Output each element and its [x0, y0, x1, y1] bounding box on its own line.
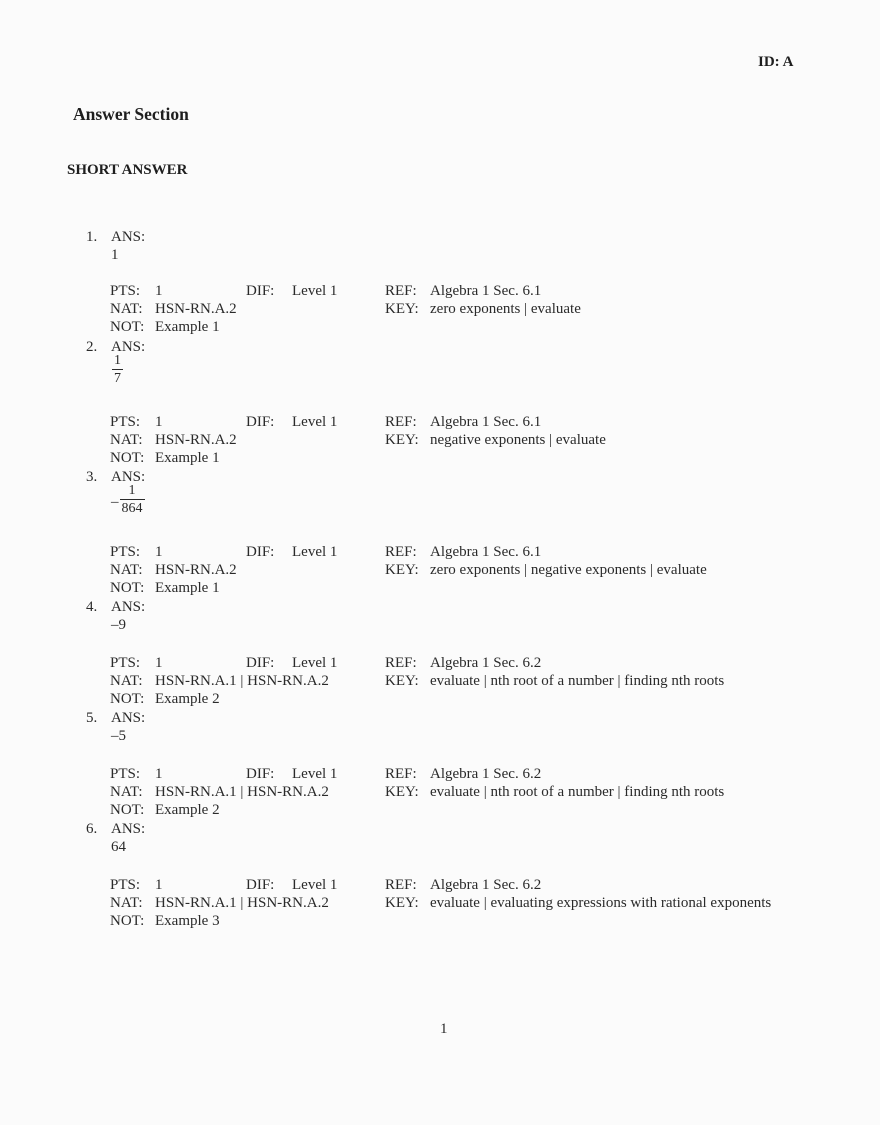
not-label: NOT: — [110, 319, 145, 335]
key-value: evaluate | nth root of a number | finding nth roots — [430, 673, 725, 689]
subsection-title: SHORT ANSWER — [67, 162, 188, 178]
nat-value: HSN-RN.A.2 — [155, 301, 237, 317]
nat-label: NAT: — [110, 301, 143, 317]
ref-label: REF: — [385, 283, 417, 299]
answer-fraction — [111, 483, 145, 517]
nat-value: HSN-RN.A.1 | HSN-RN.A.2 — [155, 673, 329, 689]
item-number: 5. — [86, 710, 98, 726]
pts-label: PTS: — [110, 655, 141, 671]
nat-label: NAT: — [110, 432, 143, 448]
ref-label: REF: — [385, 877, 417, 893]
ans-label: ANS: — [111, 599, 146, 615]
ref-value: Algebra 1 Sec. 6.2 — [430, 655, 542, 671]
item-number: 1. — [86, 229, 98, 245]
ans-label: ANS: — [111, 821, 146, 837]
ans-label: ANS: — [111, 229, 146, 245]
pts-value: 1 — [155, 766, 163, 782]
key-value: zero exponents | negative exponents | evaluate — [430, 562, 707, 578]
not-label: NOT: — [110, 580, 145, 596]
answer-value: –9 — [111, 617, 126, 633]
dif-label: DIF: — [246, 544, 275, 560]
nat-value: HSN-RN.A.1 | HSN-RN.A.2 — [155, 895, 329, 911]
not-value: Example 1 — [155, 580, 220, 596]
not-label: NOT: — [110, 691, 145, 707]
page-number: 1 — [440, 1021, 448, 1037]
nat-label: NAT: — [110, 562, 143, 578]
dif-value: Level 1 — [292, 283, 338, 299]
fraction-sign: – — [111, 494, 119, 510]
item-number: 4. — [86, 599, 98, 615]
item-number: 2. — [86, 339, 98, 355]
key-value: evaluate | evaluating expressions with rational exponents — [430, 895, 772, 911]
key-label: KEY: — [385, 895, 419, 911]
dif-label: DIF: — [246, 283, 275, 299]
ref-value: Algebra 1 Sec. 6.1 — [430, 544, 542, 560]
ref-value: Algebra 1 Sec. 6.2 — [430, 766, 542, 782]
ref-value: Algebra 1 Sec. 6.1 — [430, 283, 542, 299]
not-label: NOT: — [110, 450, 145, 466]
dif-label: DIF: — [246, 414, 275, 430]
key-label: KEY: — [385, 784, 419, 800]
dif-value: Level 1 — [292, 544, 338, 560]
not-value: Example 2 — [155, 691, 220, 707]
not-label: NOT: — [110, 802, 145, 818]
fraction-denominator: 7 — [114, 371, 121, 386]
not-value: Example 1 — [155, 319, 220, 335]
key-label: KEY: — [385, 301, 419, 317]
nat-label: NAT: — [110, 673, 143, 689]
answer-fraction — [111, 353, 123, 387]
ans-label: ANS: — [111, 339, 146, 355]
ref-value: Algebra 1 Sec. 6.2 — [430, 877, 542, 893]
nat-label: NAT: — [110, 784, 143, 800]
pts-label: PTS: — [110, 877, 141, 893]
dif-value: Level 1 — [292, 766, 338, 782]
answer-value: 1 — [111, 247, 119, 263]
dif-value: Level 1 — [292, 414, 338, 430]
pts-label: PTS: — [110, 283, 141, 299]
item-number: 3. — [86, 469, 98, 485]
not-label: NOT: — [110, 913, 145, 929]
pts-value: 1 — [155, 877, 163, 893]
not-value: Example 2 — [155, 802, 220, 818]
key-value: zero exponents | evaluate — [430, 301, 581, 317]
answer-value: –5 — [111, 728, 126, 744]
dif-value: Level 1 — [292, 877, 338, 893]
ref-label: REF: — [385, 544, 417, 560]
dif-label: DIF: — [246, 877, 275, 893]
dif-value: Level 1 — [292, 655, 338, 671]
nat-label: NAT: — [110, 895, 143, 911]
ref-label: REF: — [385, 414, 417, 430]
item-number: 6. — [86, 821, 98, 837]
ans-label: ANS: — [111, 710, 146, 726]
section-title: Answer Section — [73, 104, 189, 124]
dif-label: DIF: — [246, 655, 275, 671]
ref-label: REF: — [385, 655, 417, 671]
pts-value: 1 — [155, 544, 163, 560]
ref-value: Algebra 1 Sec. 6.1 — [430, 414, 542, 430]
pts-label: PTS: — [110, 544, 141, 560]
pts-label: PTS: — [110, 766, 141, 782]
pts-value: 1 — [155, 414, 163, 430]
fraction-numerator: 1 — [114, 353, 121, 368]
key-value: negative exponents | evaluate — [430, 432, 606, 448]
fraction-denominator: 864 — [121, 501, 143, 516]
key-value: evaluate | nth root of a number | finding nth roots — [430, 784, 725, 800]
ref-label: REF: — [385, 766, 417, 782]
nat-value: HSN-RN.A.1 | HSN-RN.A.2 — [155, 784, 329, 800]
pts-label: PTS: — [110, 414, 141, 430]
id-label: ID: A — [758, 54, 794, 70]
nat-value: HSN-RN.A.2 — [155, 562, 237, 578]
dif-label: DIF: — [246, 766, 275, 782]
fraction-numerator: 1 — [128, 483, 136, 498]
key-label: KEY: — [385, 562, 419, 578]
pts-value: 1 — [155, 655, 163, 671]
answer-value: 64 — [111, 839, 126, 855]
ans-label: ANS: — [111, 469, 146, 485]
pts-value: 1 — [155, 283, 163, 299]
nat-value: HSN-RN.A.2 — [155, 432, 237, 448]
key-label: KEY: — [385, 432, 419, 448]
key-label: KEY: — [385, 673, 419, 689]
not-value: Example 3 — [155, 913, 220, 929]
not-value: Example 1 — [155, 450, 220, 466]
